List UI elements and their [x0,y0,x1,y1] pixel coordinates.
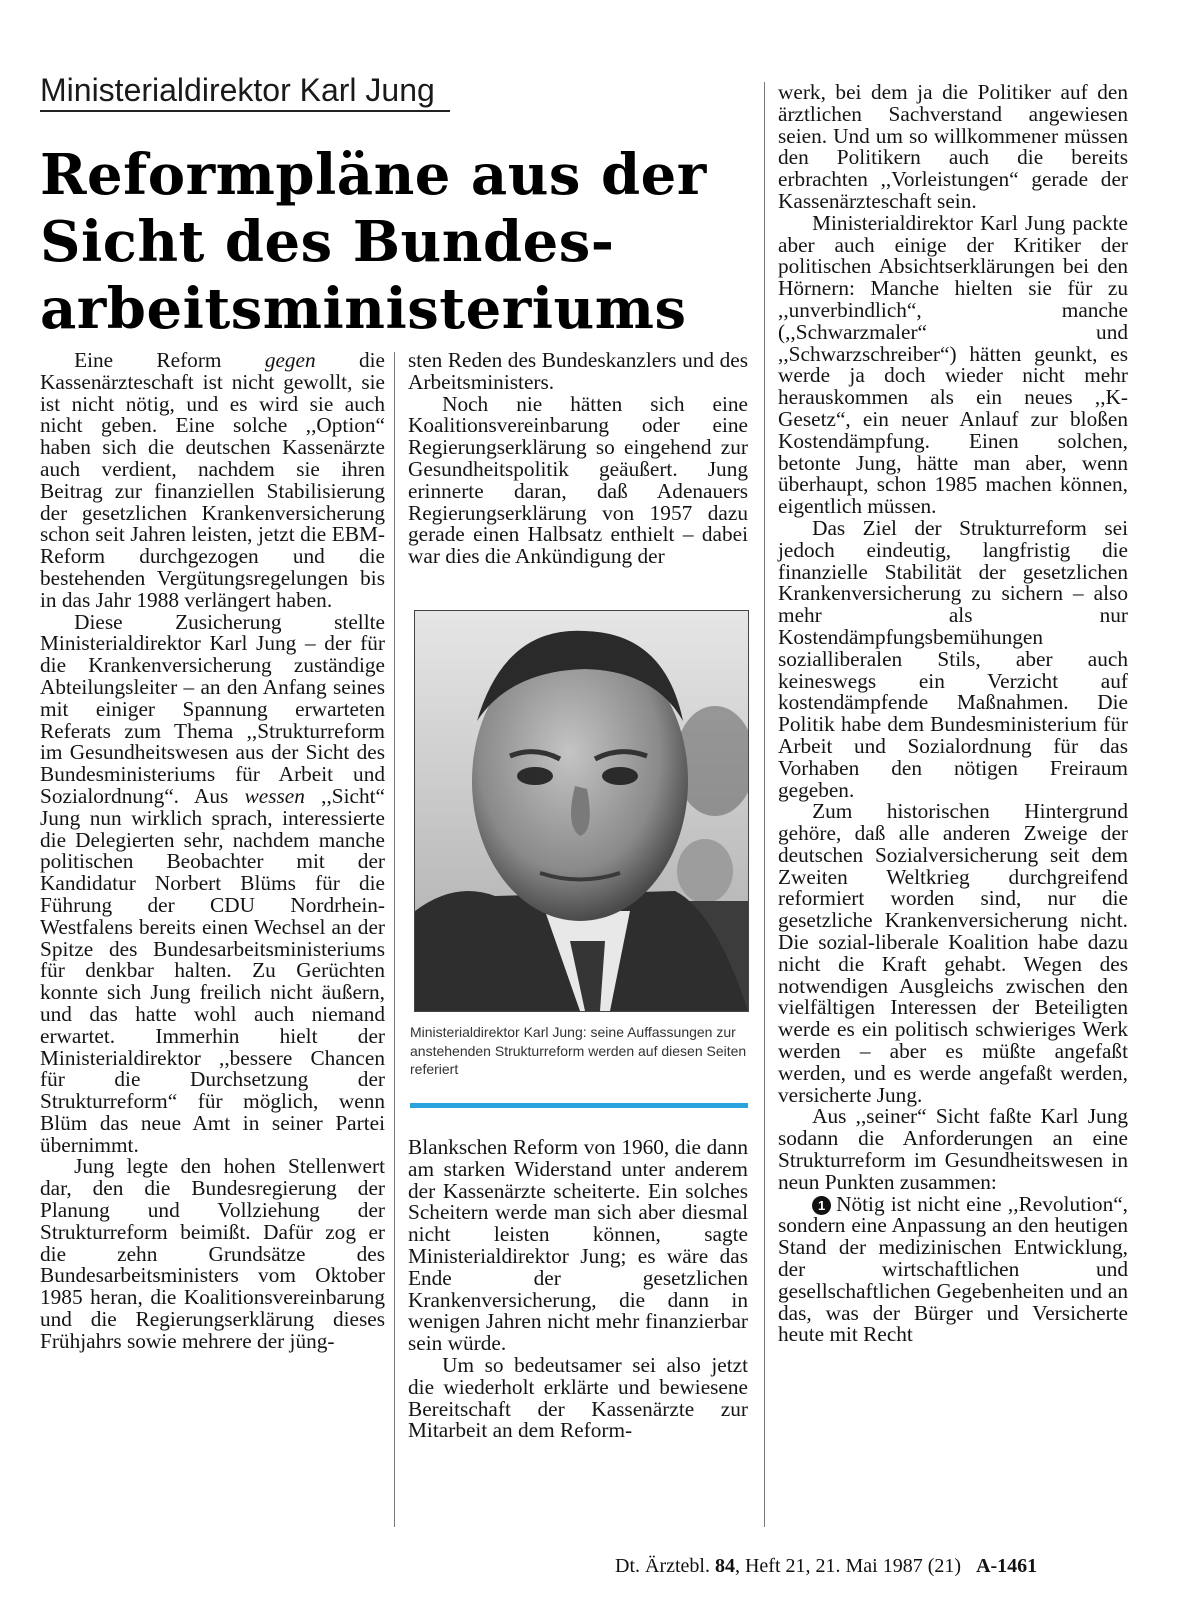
paragraph: Blankschen Reform von 1960, die dann am starken Widerstand unter anderem der Kassenärzte scheiterte. Ein solches Scheitern werde man sich aber diesmal nicht leisten können, sagte Ministerialdirektor Jung; es wäre das Ende der gesetzlichen Krankenversicherung, die dann in wenigen Jahren nicht mehr finanzierbar sein würde. [408,1135,748,1356]
paragraph: werk, bei dem ja die Politiker auf den ärztlichen Sachverstand angewiesen seien. Und um so willkommener müssen den Politikern auch die bereits erbrachten ,,Vorleistungen“ gerade der Kassenärzteschaft sein. [778,80,1128,213]
paragraph: Ministerialdirektor Karl Jung packte aber auch einige der Kritiker der politischen Absichtserklärungen bei den Hörnern: Manche hielten sie für zu ,,unverbindlich“, manche (,,Schwarzmaler“ und ,,Schwarzschreiber“) hätten geunkt, es werde ja doch wieder nicht mehr herauskommen als ein neues ,,K-Gesetz“, ein neuer Anlauf zur bloßen Kostendämpfung. Einen solchen, betonte Jung, hätte man aber, wenn überhaupt, schon 1985 machen können, eigentlich müssen. [778,210,1128,519]
paragraph: Zum historischen Hintergrund gehöre, daß alle anderen Zweige der deutschen Sozialversicherung seit dem Zweiten Weltkrieg durchgreifend reformiert worden sind, nur die gesetzliche Krankenversicherung nicht. Die sozial-liberale Koalition habe dazu nicht die Kraft gehabt. Wegen des notwendigen Ausgleichs zwischen den vielfältigen Interessen der Beteiligten werde es ein politisch schwieriges Werk werden – aber es müßte angefaßt werden, und es werde angefaßt werden, versicherte Jung. [778,799,1128,1107]
numbered-point: 1 Nötig ist nicht eine ,,Revolution“, sondern eine Anpassung an den heutigen Stand der medizinischen Entwicklung, der wirtschaftlichen und gesellschaftlichen Gegebenheiten und an das, was der Bürger und Versicherte heute mit Recht [778,1191,1128,1347]
paragraph: sten Reden des Bundeskanzlers und des Arbeitsministers. [408,348,748,394]
photo-caption: Ministerialdirektor Karl Jung: seine Auffassungen zur anstehenden Strukturreform werden auf diesen Seiten referiert [410,1024,747,1077]
paragraph: Jung legte den hohen Stellenwert dar, den die Bundesregierung der Planung und Vollziehung der Strukturreform beimißt. Dafür zog er die zehn Grundsätze des Bundesarbeitsministers vom Oktober 1985 heran, die Koalitionsvereinbarung und die Regierungserklärung dieses Frühjahrs sowie mehrere der jüng- [40,1154,385,1353]
portrait-photo [414,610,749,1012]
headline-line: Reformpläne aus der [40,142,707,208]
accent-bar [410,1103,748,1108]
text-column-3 [778,82,1128,1346]
text-column-2-top [408,350,748,568]
paragraph: Noch nie hätten sich eine Koalitionsvereinbarung oder eine Regierungserklärung so eingehend zur Gesundheitspolitik geäußert. Jung erinnerte daran, daß Adenauers Regierungserklärung von 1957 dazu gerade einen Halbsatz enthielt – dabei war dies die Ankündigung der [408,391,748,569]
text-column-2-bottom [408,1137,748,1442]
headline-line: Sicht des Bundes- [40,209,615,275]
headline [40,142,760,343]
paragraph: Diese Zusicherung stellte Ministerialdirektor Karl Jung – der für die Krankenversicherung zuständige Abteilungsleiter – an den Anfang seines mit einiger Spannung erwarteten Referats zum Thema ,,Strukturreform im Gesundheitswesen aus der Sicht des Bundesministeriums für Arbeit und Sozialordnung“. Aus wessen ,,Sicht“ Jung nun wirklich sprach, interessierte die Delegierten sehr, nachdem manche politischen Beobachter mit der Kandidatur Norbert Blüms für die Führung der CDU Nordrhein-Westfalens bereits einen Wechsel an der Spitze des Bundesarbeitsministeriums für denkbar halten. Zu Gerüchten konnte sich Jung freilich nicht äußern, und das hatte wohl auch niemand erwartet. Immerhin hielt der Ministerialdirektor ,,bessere Chancen für die Durchsetzung der Strukturreform“ für möglich, wenn Blüm das neue Amt in seiner Partei übernimmt. [40,609,385,1157]
issue-info: , Heft 21, 21. Mai 1987 (21) [734,1555,962,1577]
kicker: Ministerialdirektor Karl Jung [40,70,450,112]
text-column-1 [40,350,385,1353]
volume-number: 84 [714,1555,735,1577]
column-divider [394,352,395,1527]
journal-name: Dt. Ärztebl. [615,1555,710,1577]
paragraph: Um so bedeutsamer sei also jetzt die wiederholt erklärte und bewiesene Bereitschaft der Kassenärzte zur Mitarbeit an dem Reform- [408,1352,748,1443]
paragraph: Aus ,,seiner“ Sicht faßte Karl Jung sodann die Anforderungen an eine Strukturreform im Gesundheitswesen in neun Punkten zusammen: [778,1104,1128,1194]
paragraph: Eine Reform gegen die Kassenärzteschaft ist nicht gewollt, sie ist nicht nötig, und es wird sie auch nicht geben. Eine solche ,,Option“ haben sich die deutschen Kassenärzte auch verdient, nachdem sie ihren Beitrag zur finanziellen Stabilisierung der gesetzlichen Krankenversicherung schon seit Jahren leisten, jetzt die EBM-Reform durchgezogen und die bestehenden Vergütungsregelungen bis in das Jahr 1988 verlängert haben. [40,348,386,612]
paragraph: Das Ziel der Strukturreform sei jedoch eindeutig, langfristig die finanzielle Stabilität der gesetzlichen Krankenversicherung zu sichern – also mehr als nur Kostendämpfungsbemühungen sozialliberalen Stils, aber auch keineswegs ein Verzicht auf kostendämpfende Maßnahmen. Die Politik habe dem Bundesministerium für Arbeit und Sozialordnung für das Vorhaben den nötigen Freiraum gegeben. [778,515,1128,802]
column-divider [764,82,765,1527]
page-number: A-1461 [976,1555,1038,1577]
number-1-icon: 1 [812,1196,831,1215]
page-footer [615,1555,1135,1578]
headline-line: arbeitsministeriums [40,276,687,342]
